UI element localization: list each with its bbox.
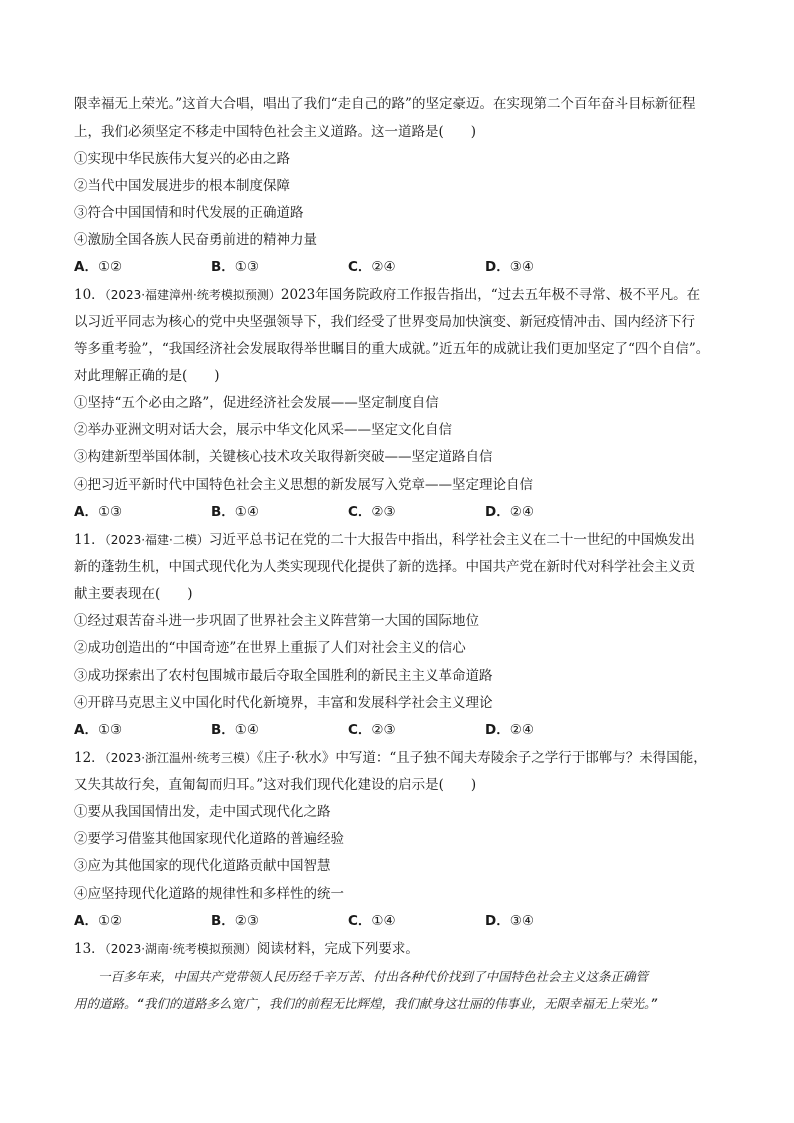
q12-options [74,911,734,931]
q11-option-a[interactable]: A．①③ [74,722,123,738]
q9-option-d[interactable]: D．③④ [485,259,534,275]
q9-statement-2: ②当代中国发展进步的根本制度保障 [74,178,290,194]
q9-option-b[interactable]: B．①③ [211,259,260,275]
q11-statement-1: ①经过艰苦奋斗进一步巩固了世界社会主义阵营第一大国的国际地位 [74,613,479,629]
q11-stem-line-2: 新的蓬勃生机，中国式现代化为人类实现现代化提供了新的选择。中国共产党在新时代对科学社会主义贡 [74,559,695,575]
q11-statement-3: ③成功探索出了农村包围城市最后夺取全国胜利的新民主主义革命道路 [74,668,493,684]
q9-stem-line-1: 限幸福无上荣光。”这首大合唱，唱出了我们“走自己的路”的坚定豪迈。在实现第二个百年奋斗目标新征程 [74,96,696,112]
q12-stem-line-2: 又失其故行矣，直匍匐而归耳。”这对我们现代化建设的启示是( ) [74,777,477,793]
q10-statement-1: ①坚持“五个必由之路”，促进经济社会发展——坚定制度自信 [74,395,439,411]
q11-source: （2023·福建·二模） [104,533,209,547]
q12-statement-3: ③应为其他国家的现代化道路贡献中国智慧 [74,858,331,874]
q10-stem-line-3: 等多重考验”，“我国经济社会发展取得举世瞩目的重大成就。”近五年的成就让我们更加坚定了“四个自信”。 [74,341,710,357]
q11-stem-line-1: 11．（2023·福建·二模）习近平总书记在党的二十大报告中指出，科学社会主义在二十一世纪的中国焕发出 [74,532,695,548]
q10-statement-3: ③构建新型举国体制，关键核心技术攻关取得新突破——坚定道路自信 [74,449,493,465]
q9-statement-3: ③符合中国国情和时代发展的正确道路 [74,205,304,221]
q12-option-a[interactable]: A．①② [74,913,123,929]
q10-statement-2: ②举办亚洲文明对话大会，展示中华文化风采——坚定文化自信 [74,422,452,438]
q11-option-c[interactable]: C．②③ [348,722,396,738]
q13-stem-line-1: 13．（2023·湖南·统考模拟预测）阅读材料，完成下列要求。 [74,941,419,957]
q13-material-line-1: 一百多年来，中国共产党带领人民历经千辛万苦、付出各种代价找到了中国特色社会主义这条正确管 [98,969,649,984]
q12-option-b[interactable]: B．②③ [211,913,260,929]
q9-stem-line-2: 上，我们必须坚定不移走中国特色社会主义道路。这一道路是( ) [74,124,477,140]
q9-option-a[interactable]: A．①② [74,259,123,275]
q12-stem-line-1: 12．（2023·浙江温州·统考三模）《庄子·秋水》中写道：“且子独不闻夫寿陵余子之学行于邯郸与？未得国能， [74,750,707,766]
q12-statement-4: ④应坚持现代化道路的规律性和多样性的统一 [74,886,344,902]
q10-option-d[interactable]: D．②④ [485,504,534,520]
q12-statement-2: ②要学习借鉴其他国家现代化道路的普遍经验 [74,831,344,847]
q11-statement-4: ④开辟马克思主义中国化时代化新境界，丰富和发展科学社会主义理论 [74,695,493,711]
q11-option-d[interactable]: D．②④ [485,722,534,738]
q13-number: 13． [74,941,105,957]
q12-source: （2023·浙江温州·统考三模） [104,751,257,765]
q11-statement-2: ②成功创造出的“中国奇迹”在世界上重振了人们对社会主义的信心 [74,640,466,656]
q10-stem-line-4: 对此理解正确的是( ) [74,368,220,384]
q11-stem-line-3: 献主要表现在( ) [74,586,193,602]
q12-option-c[interactable]: C．①④ [348,913,396,929]
q9-statement-4: ④激励全国各族人民奋勇前进的精神力量 [74,232,317,248]
q11-option-b[interactable]: B．①④ [211,722,260,738]
q12-option-d[interactable]: D．③④ [485,913,534,929]
q10-statement-4: ④把习近平新时代中国特色社会主义思想的新发展写入党章——坚定理论自信 [74,477,533,493]
q9-statement-1: ①实现中华民族伟大复兴的必由之路 [74,151,290,167]
q10-option-c[interactable]: C．②③ [348,504,396,520]
q13-source: （2023·湖南·统考模拟预测） [104,942,257,956]
q9-options [74,257,734,277]
q12-statement-1: ①要从我国国情出发，走中国式现代化之路 [74,804,331,820]
q9-option-c[interactable]: C．②④ [348,259,396,275]
q10-stem-line-1: 10．（2023·福建漳州·统考模拟预测）2023年国务院政府工作报告指出，“过去五年极不寻常、极不平凡。在 [74,287,701,303]
q10-option-b[interactable]: B．①④ [211,504,260,520]
q10-options [74,502,734,522]
q10-source: （2023·福建漳州·统考模拟预测） [104,288,281,302]
q12-number: 12． [74,750,105,766]
q11-number: 11． [74,532,105,548]
q10-option-a[interactable]: A．①③ [74,504,123,520]
q10-number: 10． [74,287,105,303]
q13-material-line-2: 用的道路。“我们的道路多么宽广，我们的前程无比辉煌，我们献身这壮丽的伟事业，无限幸福无上荣光。” [74,996,658,1011]
q11-options [74,720,734,740]
q10-stem-line-2: 以习近平同志为核心的党中央坚强领导下，我们经受了世界变局加快演变、新冠疫情冲击、国内经济下行 [74,314,695,330]
